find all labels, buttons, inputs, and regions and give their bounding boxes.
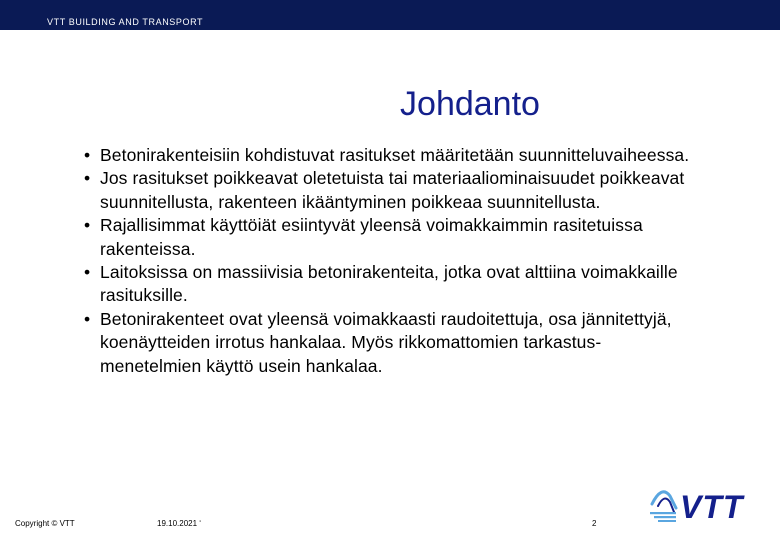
vtt-logo — [648, 478, 770, 524]
page-number: 2 — [592, 519, 597, 528]
logo-line — [654, 516, 676, 518]
date-text: 19.10.2021 ‘ — [157, 519, 202, 528]
bullet-marker: • — [84, 215, 91, 236]
bullet-text: Betonirakenteisiin kohdistuvat rasitukset määritetään suunnitteluvaiheessa. — [100, 145, 690, 165]
header-bar — [0, 0, 780, 30]
bullet-text: Rajallisimmat käyttöiät esiintyvät yleensä voimakkaimmin rasitetuissa rakenteissa. — [100, 215, 643, 259]
bullet-text: Betonirakenteet ovat yleensä voimakkaasti raudoitettuja, osa jännitettyjä, koenäytteiden irrotus hankalaa. Myös rikkomattomien tarkastus-menetelmien käyttö usein hankalaa. — [100, 308, 672, 376]
logo-text: VTT — [680, 489, 744, 524]
bullet-text: Jos rasitukset poikkeavat oletetuista tai materiaaliominaisuudet poikkeavat suunnitellusta, rakenteen ikääntyminen poikkeaa suunnitellusta. — [100, 168, 685, 212]
bullet-text: Laitoksissa on massiivisia betonirakenteita, jotka ovat alttiina voimakkaille rasituksille. — [100, 262, 678, 306]
logo-line — [658, 520, 676, 522]
bullet-marker: • — [84, 308, 91, 329]
bullet-marker: • — [84, 145, 91, 165]
bullet-item — [84, 144, 694, 167]
bullet-item — [84, 308, 694, 378]
bullet-list — [84, 144, 694, 378]
bullet-item — [84, 261, 694, 308]
logo-line — [650, 512, 676, 514]
bullet-item — [84, 214, 694, 261]
organization-label: VTT BUILDING AND TRANSPORT — [47, 17, 204, 27]
copyright-text: Copyright © VTT — [15, 519, 75, 528]
slide-title: Johdanto — [400, 85, 540, 123]
bullet-item — [84, 167, 694, 214]
bullet-marker: • — [84, 262, 91, 283]
bullet-marker: • — [84, 168, 91, 189]
